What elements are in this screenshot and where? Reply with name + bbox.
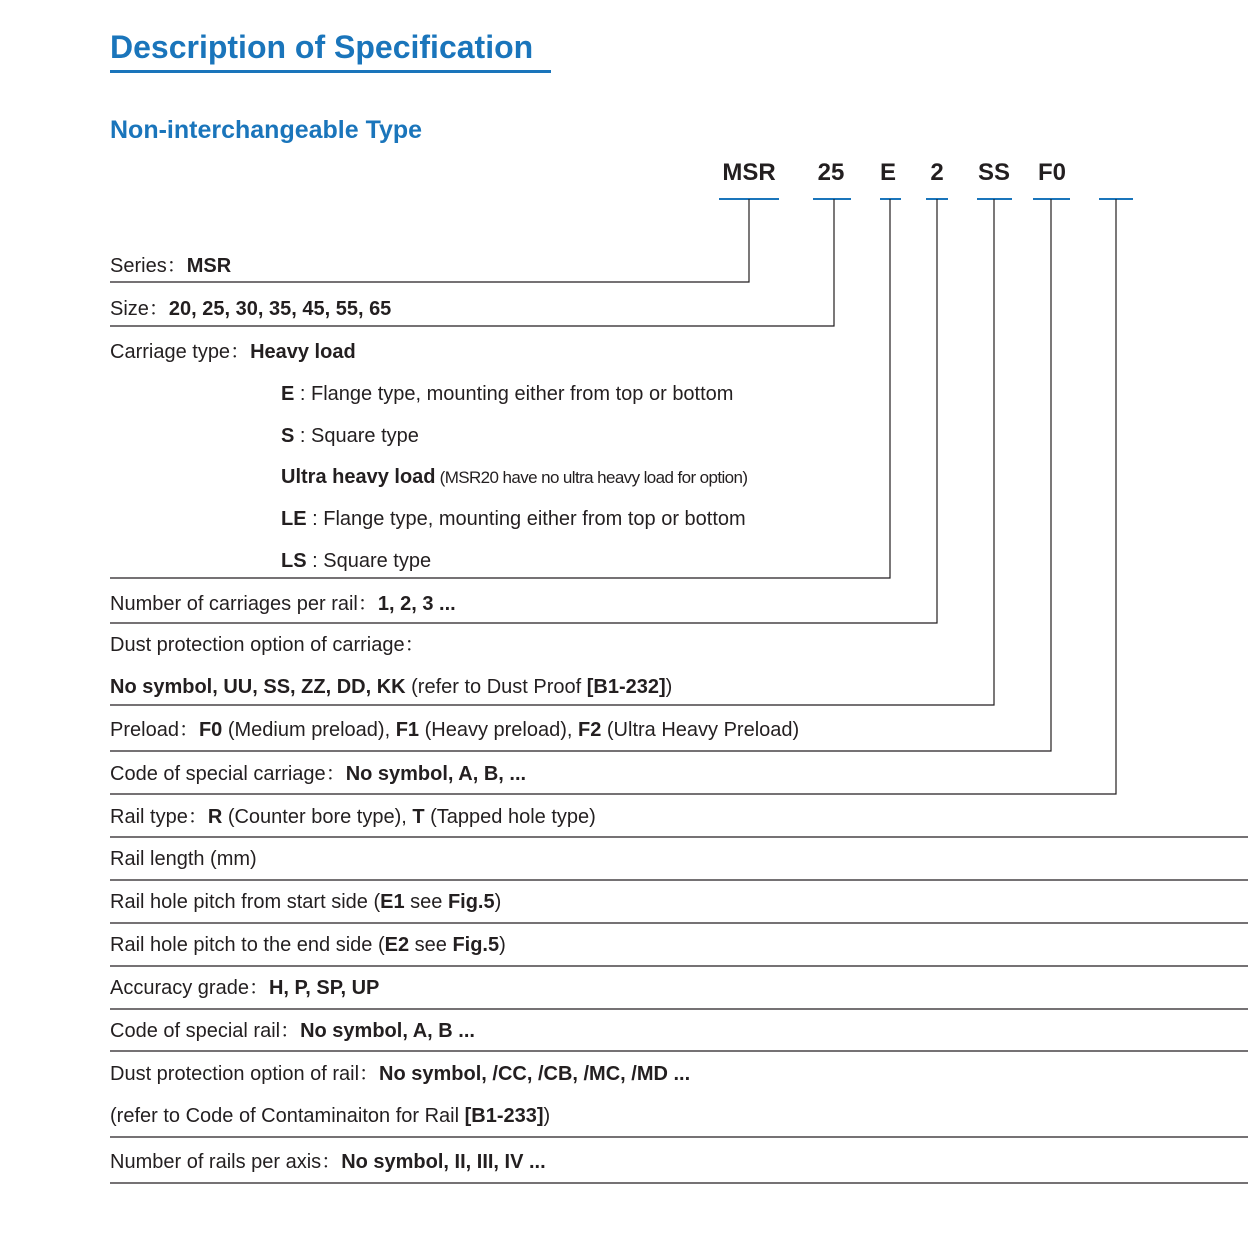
row-special-carriage (110, 762, 526, 786)
row-pitch-start (110, 890, 501, 914)
row-rail-length (110, 847, 257, 871)
pitch-end-pre: Rail hole pitch to the end side ( (110, 934, 385, 956)
code-carriage-type: E (879, 159, 896, 186)
special-rail-colon: ： (280, 1020, 301, 1042)
row-dust-rail-note (110, 1104, 550, 1128)
row-rails-per-axis (110, 1150, 546, 1174)
row-carriage-type (110, 340, 356, 364)
code-size: 25 (817, 159, 845, 186)
series-label: Series (110, 255, 167, 277)
row-dust-carriage-label (110, 633, 425, 657)
dust-carriage-ref: [B1-232] (586, 676, 666, 698)
row-carriage-ls (281, 549, 431, 573)
carriage-le-desc: : Flange type, mounting either from top or bottom (306, 508, 746, 530)
carriage-value: Heavy load (250, 341, 356, 363)
code-preload: F0 (1037, 159, 1066, 186)
code-carriage-count: 2 (930, 159, 944, 186)
special-carriage-colon: ： (325, 763, 346, 785)
carriage-label: Carriage type (110, 341, 231, 363)
carriage-colon: ： (230, 341, 251, 363)
dust-rail-label: Dust protection option of rail (110, 1063, 360, 1085)
series-colon: ： (166, 255, 187, 277)
carriages-per-rail-colon: ： (357, 593, 378, 615)
preload-label: Preload (110, 719, 179, 741)
row-preload (110, 718, 799, 742)
preload-f2-desc: (Ultra Heavy Preload) (601, 719, 800, 741)
dust-rail-note: (refer to Code of Contaminaiton for Rail (110, 1105, 465, 1127)
preload-f1: F1 (395, 719, 420, 741)
dust-carriage-colon: ： (404, 634, 425, 656)
dust-carriage-value: No symbol, UU, SS, ZZ, DD, KK (110, 676, 406, 698)
size-value: 20, 25, 30, 35, 45, 55, 65 (168, 298, 392, 320)
pitch-end-e2: E2 (384, 934, 410, 956)
carriage-e-code: E (281, 383, 295, 405)
special-carriage-value: No symbol, A, B, ... (345, 763, 527, 785)
row-carriage-s (281, 424, 419, 448)
row-rail-type (110, 805, 596, 829)
pitch-start-pre: Rail hole pitch from start side ( (110, 891, 381, 913)
carriage-ls-desc: : Square type (306, 550, 432, 572)
preload-f2: F2 (578, 719, 602, 741)
dust-carriage-note: (refer to Dust Proof (405, 676, 587, 698)
size-colon: ： (148, 298, 169, 320)
connector-carriage-count (110, 199, 937, 623)
row-dust-rail (110, 1062, 690, 1086)
special-rail-label: Code of special rail (110, 1020, 281, 1042)
pitch-end-fig: Fig.5 (452, 934, 500, 956)
code-series: MSR (722, 159, 776, 186)
carriage-ultra-note: (MSR20 have no ultra heavy load for option) (435, 468, 748, 487)
special-rail-value: No symbol, A, B ... (300, 1020, 475, 1042)
section-subtitle: Non-interchangeable Type (110, 116, 423, 144)
special-carriage-label: Code of special carriage (110, 763, 326, 785)
row-size (110, 297, 391, 321)
carriage-e-desc: : Flange type, mounting either from top or bottom (294, 383, 734, 405)
dust-carriage-label: Dust protection option of carriage (110, 634, 405, 656)
rail-type-colon: ： (187, 806, 208, 828)
row-carriage-le (281, 507, 746, 531)
preload-f1-desc: (Heavy preload), (419, 719, 578, 741)
dust-carriage-note-end: ) (665, 676, 673, 698)
pitch-start-fig: Fig.5 (447, 891, 495, 913)
rails-per-axis-colon: ： (321, 1151, 342, 1173)
series-value: MSR (186, 255, 232, 277)
rail-type-t-desc: (Tapped hole type) (424, 806, 596, 828)
row-series (110, 254, 231, 278)
pitch-start-post: ) (494, 891, 502, 913)
preload-colon: ： (178, 719, 199, 741)
row-special-rail (110, 1019, 475, 1043)
rail-type-r-desc: (Counter bore type), (222, 806, 413, 828)
carriage-le-code: LE (281, 508, 307, 530)
dust-rail-value: No symbol, /CC, /CB, /MC, /MD ... (379, 1063, 691, 1085)
page-title: Description of Specification (110, 29, 534, 65)
connector-dust-carriage (110, 199, 994, 705)
dust-rail-note-end: ) (543, 1105, 551, 1127)
accuracy-label: Accuracy grade (110, 977, 249, 999)
rail-type-label: Rail type (110, 806, 188, 828)
accuracy-value: H, P, SP, UP (268, 977, 380, 999)
rails-per-axis-label: Number of rails per axis (110, 1151, 322, 1173)
code-dust-option: SS (977, 159, 1010, 186)
rail-length-label: Rail length (mm) (110, 848, 257, 870)
row-carriages-per-rail (110, 592, 456, 616)
carriage-ultra-label: Ultra heavy load (281, 466, 436, 488)
dust-rail-ref: [B1-233] (464, 1105, 544, 1127)
size-label: Size (110, 298, 149, 320)
rails-per-axis-value: No symbol, II, III, IV ... (341, 1151, 546, 1173)
row-dust-carriage-value (110, 675, 672, 699)
rail-type-r: R (207, 806, 223, 828)
dust-rail-colon: ： (359, 1063, 380, 1085)
row-pitch-end (110, 933, 506, 957)
carriages-per-rail-value: 1, 2, 3 ... (377, 593, 456, 615)
rail-type-t: T (412, 806, 425, 828)
pitch-start-e1: E1 (380, 891, 405, 913)
carriage-s-code: S (281, 425, 295, 447)
accuracy-colon: ： (248, 977, 269, 999)
row-carriage-e (281, 382, 733, 406)
carriages-per-rail-label: Number of carriages per rail (110, 593, 358, 615)
pitch-end-see: see (409, 934, 453, 956)
preload-f0-desc: (Medium preload), (222, 719, 396, 741)
carriage-ls-code: LS (281, 550, 307, 572)
preload-f0: F0 (198, 719, 223, 741)
row-carriage-ultra (281, 465, 747, 490)
pitch-end-post: ) (499, 934, 506, 956)
row-accuracy (110, 976, 379, 1000)
pitch-start-see: see (404, 891, 448, 913)
carriage-s-desc: : Square type (294, 425, 419, 447)
